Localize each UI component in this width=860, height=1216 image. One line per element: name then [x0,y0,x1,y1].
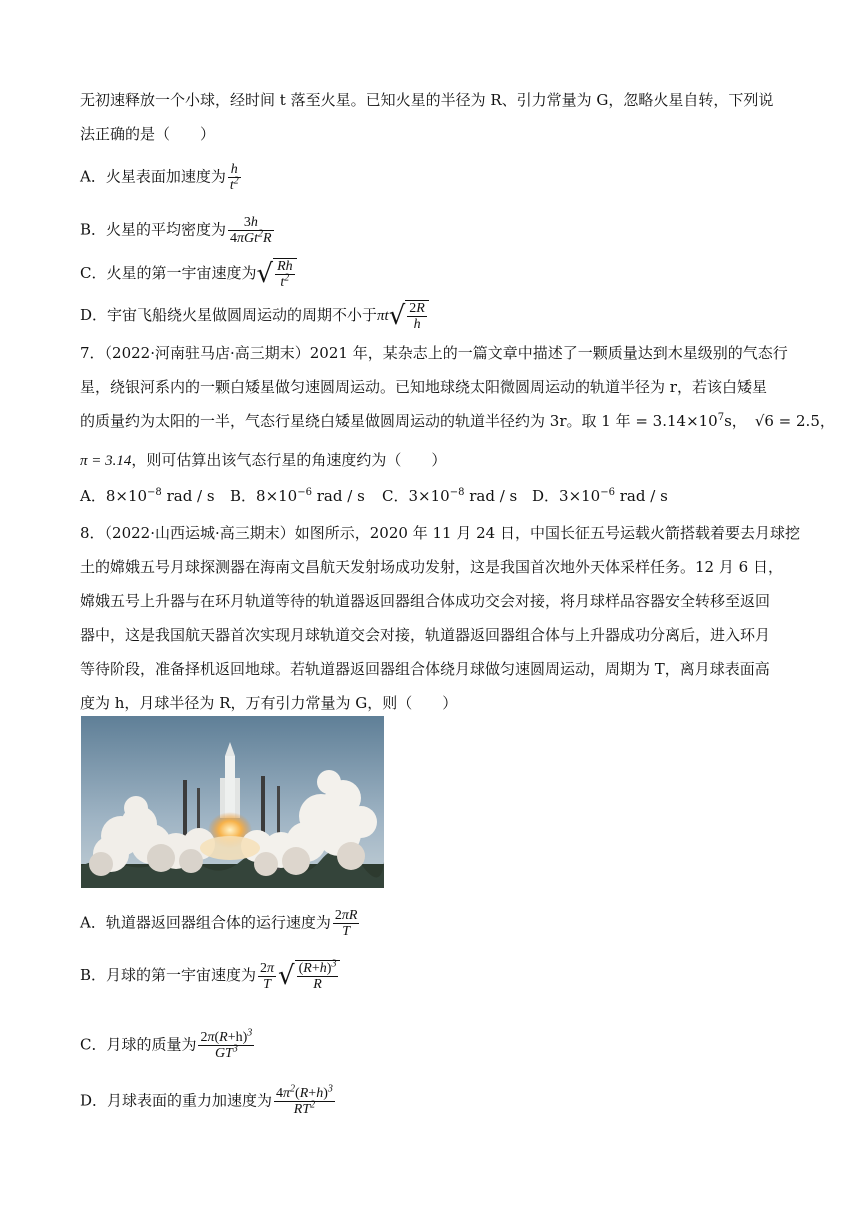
q7-stem-line-1: 7．（2022·河南驻马店·高三期末）2021 年，某杂志上的一篇文章中描述了一颗质量达到木星级别的气态行 [80,344,788,362]
q6-option-a [80,162,243,193]
q6-option-b [80,215,276,246]
formula-sqrt-2r-over-h: √ $\frac{2R}{h}$ [389,300,429,332]
formula-sqrt-rh3-over-r: √ $\frac{(R+h)^3}{R}$ [278,960,340,992]
q8-stem-line-6: 度为 h，月球半径为 R，万有引力常量为 G，则（ ） [80,694,458,712]
q7-option-c: C．$3\times 10^{-8}$ rad / s [382,487,518,505]
q6-stem-line-1: 无初速释放一个小球，经时间 t 落至火星。已知火星的半径为 R、引力常量为 G，忽略火星自转，下列说 [80,91,774,109]
q8-option-d-text: D．月球表面的重力加速度为 [80,1091,273,1110]
q8-option-a [80,908,361,939]
formula-h-over-t2: $\frac{h}{t^2}$ [229,162,239,193]
q6-option-c-text: C．火星的第一宇宙速度为 [80,264,257,282]
q8-option-a-text: A．轨道器返回器组合体的运行速度为 [80,913,331,932]
q8-option-b-text: B．月球的第一宇宙速度为 [80,966,257,984]
q8-option-b [80,960,340,992]
formula-density: $\frac{3h}{4\pi Gt^2R}$ [230,215,272,246]
q7-stem-line-3-unit: s， [724,412,747,430]
q8-stem-line-3: 嫦娥五号上升器与在环月轨道等待的轨道器返回器组合体成功交会对接，将月球样品容器安全转移至返回 [80,592,771,610]
formula-2pir-over-t: $\frac{2\pi R}{T}$ [334,908,358,939]
q8-stem-line-5: 等待阶段，准备择机返回地球。若轨道器返回器组合体绕月球做匀速圆周运动，周期为 T，离月球表面高 [80,660,770,678]
q8-option-c [80,1027,256,1061]
formula-sqrt-rh-over-t2: √ $\frac{Rh}{t^2}$ [256,258,296,290]
q8-option-d [80,1083,337,1117]
q7-stem-line-3: 的质量约为太阳的一半，气态行星绕白矮星做圆周运动的轨道半径约为 3r。取 1 年 = $3.14\times 10^7s$， √6 = 2.5， [80,412,835,430]
q7-option-d: D．$3\times 10^{-6}$ rad / s [532,487,668,505]
q7-pi-value: π = 3.14 [80,453,132,469]
q7-stem-line-2: 星，绕银河系内的一颗白矮星做匀速圆周运动。已知地球绕太阳微圆周运动的轨道半径为 r，若该白矮星 [80,378,767,396]
formula-moon-mass: $\frac{2\pi(R+h)^3}{GT^3}$ [200,1027,253,1061]
q7-sqrt6-value: √6 = 2.5， [754,412,835,430]
q6-option-c [80,258,297,290]
q6-option-d-text: D．宇宙飞船绕火星做圆周运动的周期不小于 [80,306,378,324]
q6-option-d: D．宇宙飞船绕火星做圆周运动的周期不小于πt√ $\frac{2R}{h}$ [80,300,429,332]
formula-2pi-over-t: $\frac{2\pi}{T}$ [260,960,275,992]
q8-stem-line-4: 器中，这是我国航天器首次实现月球轨道交会对接，轨道器返回器组合体与上升器成功分离后，进入环月 [80,626,771,644]
q7-option-b: B．$8\times 10^{-6}$ rad / s [230,487,365,505]
q8-stem-line-1: 8．（2022·山西运城·高三期末）如图所示，2020 年 11 月 24 日，中国长征五号运载火箭搭载着要去月球挖 [80,524,800,542]
q8-stem-line-2: 土的嫦娥五号月球探测器在海南文昌航天发射场成功发射，这是我国首次地外天体采样任务。12 月 6 日， [80,558,783,576]
q7-stem-line-4-text: ，则可估算出该气态行星的角速度约为（ ） [131,451,447,469]
q7-stem-line-4 [80,450,446,471]
q8-option-c-text: C．月球的质量为 [80,1035,197,1054]
q7-option-a: A．$8\times 10^{-8}$ rad / s [80,487,215,505]
q7-stem-line-3-text: 的质量约为太阳的一半，气态行星绕白矮星做圆周运动的轨道半径约为 3r。取 1 年 = 3.14×10 [80,412,718,430]
q6-stem-line-2: 法正确的是（ ） [80,125,216,143]
rocket-launch-photo [81,716,384,888]
q6-option-b-text: B．火星的平均密度为 [80,220,227,239]
formula-surface-gravity: $\frac{4\pi^2(R+h)^3}{RT^2}$ [276,1083,333,1117]
q6-option-a-text: A．火星表面加速度为 [80,167,226,186]
